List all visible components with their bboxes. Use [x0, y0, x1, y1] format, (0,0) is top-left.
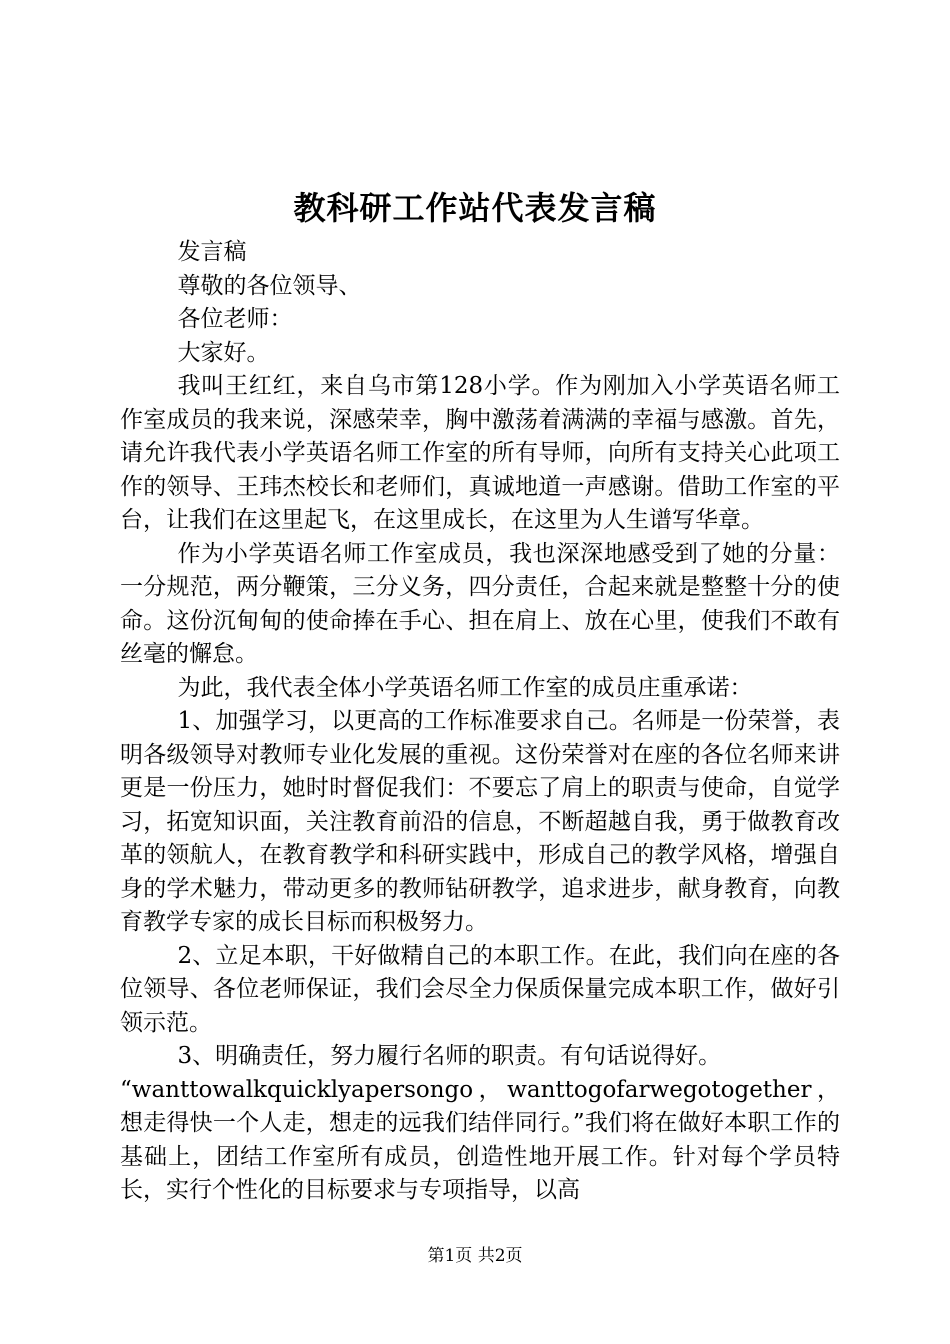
- paragraph-quote: “wanttowalkquicklyapersongo，wanttogofarwegotogether，想走得快一个人走，想走的远我们结伴同行。”我们将在做好本职工作的基础上，团结工作室所有成员，创造性地开展工作。针对每个学员特长，实行个性化的目标要求与专项指导，以高: [120, 1076, 840, 1203]
- paragraph-salutation-leaders: 尊敬的各位领导、: [177, 272, 362, 299]
- document-title: 教科研工作站代表发言稿: [293, 189, 657, 227]
- paragraph-pledge-1: 1、加强学习，以更高的工作标准要求自己。名师是一份荣誉，表明各级领导对教师专业化发展的重视。这份荣誉对在座的各位名师来讲更是一份压力，她时时督促我们：不要忘了肩上的职责与使命，自觉学习，拓宽知识面，关注教育前沿的信息，不断超越自我，勇于做教育改革的领航人，在教育教学和科研实践中，形成自己的教学风格，增强自身的学术魅力，带动更多的教师钻研教学，追求进步，献身教育，向教育教学专家的成长目标而积极努力。: [120, 708, 840, 935]
- paragraph-greeting: 大家好。: [177, 339, 270, 366]
- paragraph-mission: 作为小学英语名师工作室成员，我也深深地感受到了她的分量：一分规范，两分鞭策，三分义务，四分责任，合起来就是整整十分的使命。这份沉甸甸的使命捧在手心、担在肩上、放在心里，使我们不敢有丝毫的懈怠。: [120, 540, 840, 667]
- paragraph-pledge-3: 3、明确责任，努力履行名师的职责。有句话说得好。: [177, 1043, 722, 1069]
- paragraph-introduction: 我叫王红红，来自乌市第128小学。作为刚加入小学英语名师工作室成员的我来说，深感荣幸，胸中激荡着满满的幸福与感激。首先，请允许我代表小学英语名师工作室的所有导师，向所有支持关心此项工作的领导、王玮杰校长和老师们，真诚地道一声感谢。借助工作室的平台，让我们在这里起飞，在这里成长，在这里为人生谱写华章。: [120, 373, 840, 533]
- paragraph-salutation-teachers: 各位老师：: [177, 306, 293, 332]
- page-number-footer: 第1页 共2页: [427, 1246, 523, 1266]
- paragraph-pledge-intro: 为此，我代表全体小学英语名师工作室的成员庄重承诺：: [177, 674, 753, 701]
- paragraph-heading-label: 发言稿: [177, 239, 247, 265]
- document-body: [120, 236, 840, 1208]
- paragraph-pledge-2: 2、立足本职，干好做精自己的本职工作。在此，我们向在座的各位领导、各位老师保证，我们会尽全力保质保量完成本职工作，做好引领示范。: [120, 942, 840, 1036]
